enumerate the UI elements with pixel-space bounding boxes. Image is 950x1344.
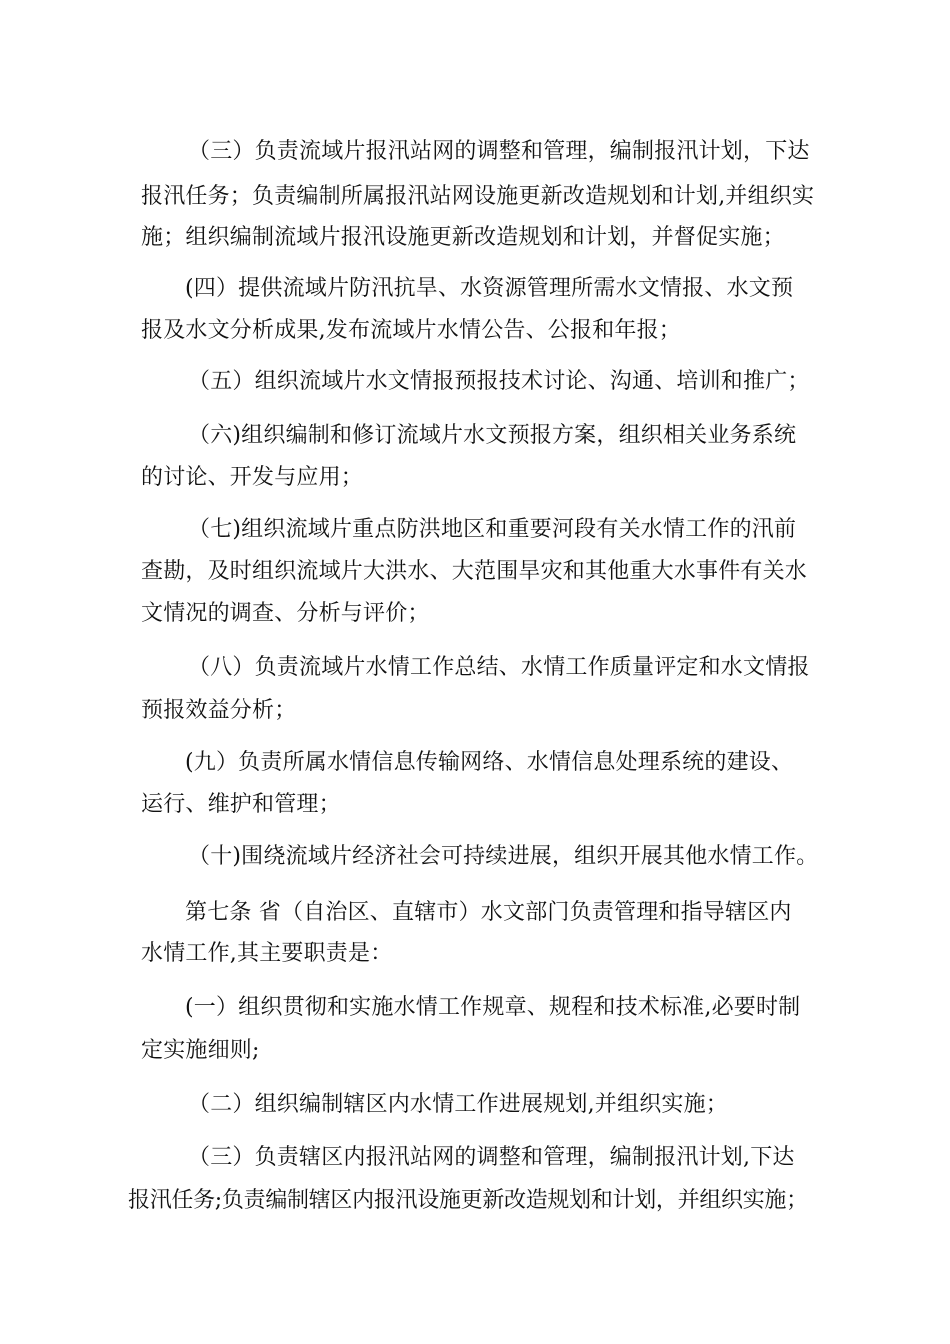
- paragraph-line: 报及水文分析成果,发布流域片水情公告、公报和年报；: [141, 318, 681, 343]
- paragraph-line: 报汛任务;负责编制辖区内报汛设施更新改造规划和计划，并组织实施；: [128, 1188, 808, 1213]
- paragraph-line: (一）组织贯彻和实施水情工作规章、规程和技术标准,必要时制: [185, 995, 801, 1020]
- paragraph-line: （七)组织流域片重点防洪地区和重要河段有关水情工作的汛前: [188, 517, 797, 542]
- paragraph-line: （二）组织编制辖区内水情工作进展规划,并组织实施；: [188, 1092, 728, 1117]
- paragraph-line: (四）提供流域片防汛抗旱、水资源管理所需水文情报、水文预: [185, 276, 794, 301]
- paragraph-line: 水情工作,其主要职责是：: [141, 941, 393, 966]
- paragraph-line: 定实施细则;: [141, 1038, 260, 1063]
- paragraph-line: （八）负责流域片水情工作总结、水情工作质量评定和水文情报: [188, 655, 810, 680]
- paragraph-line: 的讨论、开发与应用；: [141, 465, 364, 490]
- paragraph-line: 报汛任务；负责编制所属报汛站网设施更新改造规划和计划,并组织实: [141, 184, 815, 209]
- paragraph-line: （十)围绕流域片经济社会可持续进展，组织开展其他水情工作。: [188, 844, 819, 869]
- paragraph-line: 文情况的调查、分析与评价；: [141, 601, 430, 626]
- article-heading-line: 第七条 省（自治区、直辖市）水文部门负责管理和指导辖区内: [185, 900, 792, 925]
- paragraph-line: 查勘，及时组织流域片大洪水、大范围旱灾和其他重大水事件有关水: [141, 559, 808, 584]
- paragraph-line: （三）负责流域片报汛站网的调整和管理，编制报汛计划，下达: [188, 139, 810, 164]
- paragraph-line: （六)组织编制和修订流域片水文预报方案，组织相关业务系统: [188, 423, 797, 448]
- paragraph-line: （五）组织流域片水文情报预报技术讨论、沟通、培训和推广；: [188, 369, 810, 394]
- paragraph-line: (九）负责所属水情信息传输网络、水情信息处理系统的建设、: [185, 750, 794, 775]
- paragraph-line: （三）负责辖区内报汛站网的调整和管理，编制报汛计划,下达: [188, 1145, 795, 1170]
- paragraph-line: 施；组织编制流域片报汛设施更新改造规划和计划，并督促实施；: [141, 225, 785, 250]
- paragraph-line: 运行、维护和管理；: [141, 792, 341, 817]
- paragraph-line: 预报效益分析；: [141, 698, 297, 723]
